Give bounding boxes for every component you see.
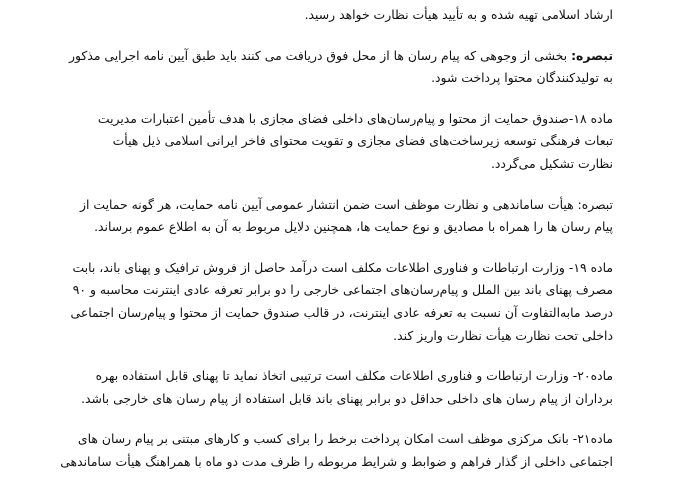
text-line: ماده ۱۸-صندوق حمایت از محتوا و پیام‌رسان‌های داخلی فضای مجازی با هدف تأمین اعتبارات مدیریت	[97, 110, 613, 126]
text-line: پیام رسان ها را همراه با مصادیق و نوع حمایت ها، همچنین دلایل مربوط به آن به اطلاع عموم برساند.	[94, 219, 613, 235]
paragraph-intro-tail	[52, 4, 613, 27]
text-line: داخلی تحت نظارت هیأت نظارت واریز کند.	[393, 327, 613, 343]
text-line: ارشاد اسلامی تهیه شده و به تأیید هیأت نظارت خواهد رسید.	[304, 7, 613, 22]
text-line-content: بخشی از وجوهی که پیام رسان ها از محل فوق دریافت می کنند باید طبق آیین نامه اجرایی مذکور	[69, 47, 568, 63]
text-line: ماده۲۰- وزارت ارتباطات و فناوری اطلاعات مکلف است ترتیبی اتخاذ نماید تا پهنای قابل استفاده بهره	[95, 368, 613, 384]
text-line: نظارت تشکیل می‌گردد.	[490, 155, 613, 171]
paragraph-note-2	[52, 194, 613, 239]
paragraph-note-1	[52, 45, 613, 90]
paragraph-article-21	[52, 428, 613, 473]
text-line: به تولیدکنندگان محتوا پرداخت شود.	[431, 70, 613, 86]
paragraph-article-19	[52, 257, 613, 347]
text-line: ماده۲۱- بانک مرکزی موظف است امکان پرداخت برخط را برای کسب و کارهای مبتنی بر پیام رسان های	[77, 431, 613, 447]
text-line: اجتماعی داخلی از گذار فراهم و ضوابط و شرایط مربوطه را ظرف مدت دو ماه با همراهنگ هیأت ساماندهی	[60, 453, 613, 469]
text-line	[52, 45, 613, 68]
text-line: تبعات فرهنگی توسعه زیرساخت‌های فضای مجازی و تقویت محتوای فاخر ایرانی اسلامی ذیل هیأت	[112, 133, 613, 149]
paragraph-article-20	[52, 365, 613, 410]
text-line: تبصره: هیأت ساماندهی و نظارت موظف است ضمن انتشار عمومی آیین نامه حمایت، هر گونه حمایت از	[80, 196, 613, 212]
text-line: مصرف پهنای باند بین الملل و پیام‌رسان‌های اجتماعی خارجی را دو برابر تعرفه عادی اینترنت محاسبه و ۹۰	[72, 282, 613, 298]
note-label: تبصره:	[571, 47, 613, 63]
text-line: ماده ۱۹- وزارت ارتباطات و فناوری اطلاعات مکلف است درآمد حاصل از فروش ترافیک و پهنای باند، بابت	[72, 259, 613, 275]
paragraph-article-18	[52, 108, 613, 176]
text-line: درصد مابه‌التفاوت آن نسبت به تعرفه عادی اینترنت، در قالب صندوق حمایت از محتوا و پیام‌رسان اجتماعی	[70, 304, 613, 320]
text-line: برداران از پیام رسان های داخلی حداقل دو برابر پهنای باند قابل استفاده از پیام رسان های خارجی باشد.	[81, 390, 613, 406]
